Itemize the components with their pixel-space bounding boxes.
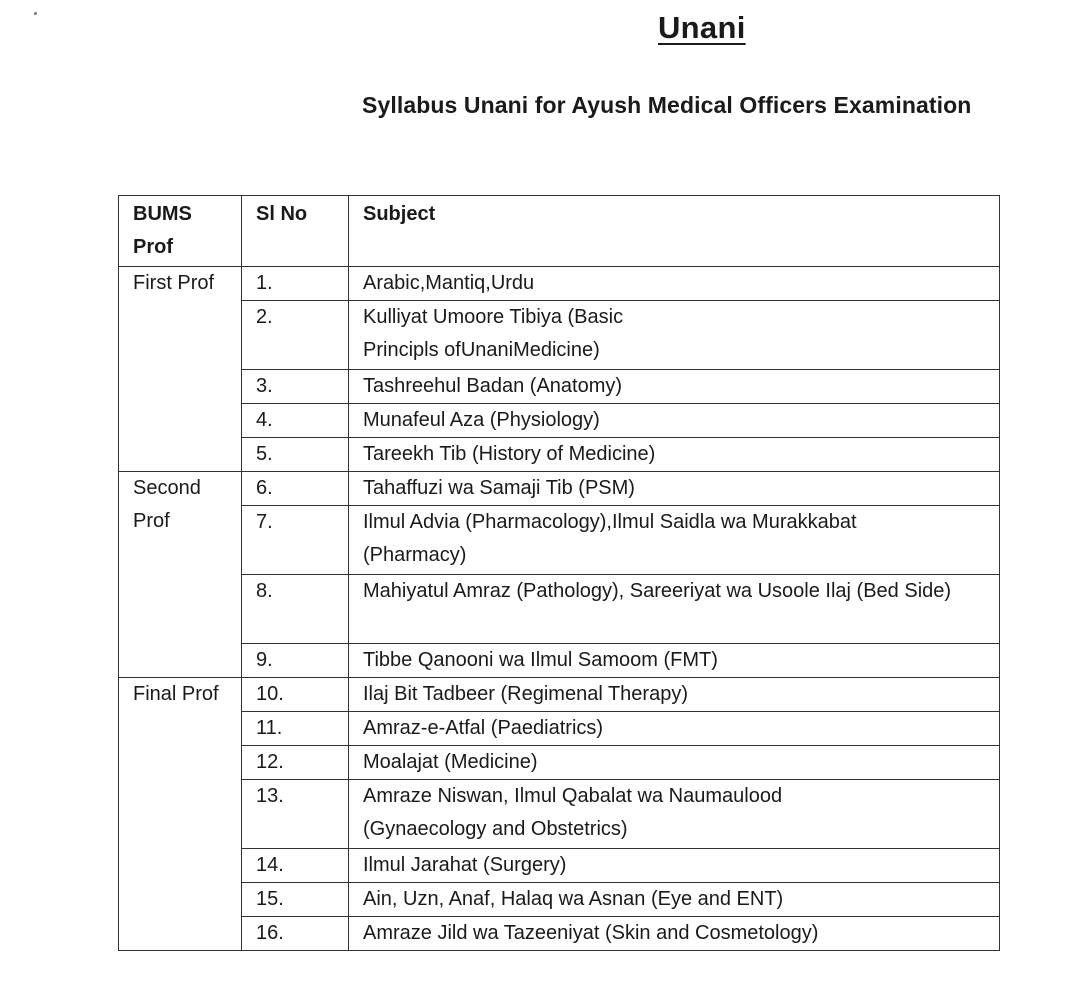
table-row bbox=[119, 746, 1000, 780]
subject-cell: Ain, Uzn, Anaf, Halaq wa Asnan (Eye and ENT) bbox=[349, 883, 1000, 917]
sl-number: 12. bbox=[242, 746, 349, 780]
syllabus-table bbox=[118, 195, 1000, 951]
sl-number: 8. bbox=[242, 575, 349, 644]
subject-cell: Ilmul Advia (Pharmacology),Ilmul Saidla wa Murakkabat (Pharmacy) bbox=[349, 506, 1000, 575]
sl-number: 1. bbox=[242, 267, 349, 301]
sl-number: 4. bbox=[242, 404, 349, 438]
table-row bbox=[119, 780, 1000, 849]
table-row bbox=[119, 301, 1000, 370]
header-sl-no: Sl No bbox=[242, 196, 349, 267]
table-row bbox=[119, 849, 1000, 883]
table-row bbox=[119, 712, 1000, 746]
table-row bbox=[119, 575, 1000, 644]
subject-cell: Mahiyatul Amraz (Pathology), Sareeriyat wa Usoole Ilaj (Bed Side) bbox=[349, 575, 1000, 644]
sl-number: 6. bbox=[242, 472, 349, 506]
sl-number: 13. bbox=[242, 780, 349, 849]
sl-number: 14. bbox=[242, 849, 349, 883]
table-row bbox=[119, 678, 1000, 712]
subject-cell: Ilmul Jarahat (Surgery) bbox=[349, 849, 1000, 883]
document-title: Unani bbox=[658, 10, 746, 45]
subject-cell: Tibbe Qanooni wa Ilmul Samoom (FMT) bbox=[349, 644, 1000, 678]
sl-number: 3. bbox=[242, 370, 349, 404]
prof-group-first: First Prof bbox=[119, 267, 242, 472]
sl-number: 9. bbox=[242, 644, 349, 678]
document-subtitle: Syllabus Unani for Ayush Medical Officers Examination bbox=[362, 92, 972, 118]
table-row bbox=[119, 438, 1000, 472]
table-row bbox=[119, 472, 1000, 506]
sl-number: 10. bbox=[242, 678, 349, 712]
prof-group-second: Second Prof bbox=[119, 472, 242, 678]
scan-speck bbox=[34, 12, 37, 15]
header-subject: Subject bbox=[349, 196, 1000, 267]
prof-group-final: Final Prof bbox=[119, 678, 242, 951]
subject-cell: Amraze Jild wa Tazeeniyat (Skin and Cosmetology) bbox=[349, 917, 1000, 951]
subject-cell: Munafeul Aza (Physiology) bbox=[349, 404, 1000, 438]
table-row bbox=[119, 644, 1000, 678]
subject-cell: Kulliyat Umoore Tibiya (Basic Principls ofUnaniMedicine) bbox=[349, 301, 1000, 370]
subject-cell: Moalajat (Medicine) bbox=[349, 746, 1000, 780]
sl-number: 2. bbox=[242, 301, 349, 370]
sl-number: 16. bbox=[242, 917, 349, 951]
table-row bbox=[119, 267, 1000, 301]
table-row bbox=[119, 917, 1000, 951]
subject-cell: Arabic,Mantiq,Urdu bbox=[349, 267, 1000, 301]
subject-cell: Amraz-e-Atfal (Paediatrics) bbox=[349, 712, 1000, 746]
sl-number: 15. bbox=[242, 883, 349, 917]
table-row bbox=[119, 404, 1000, 438]
subject-cell: Tareekh Tib (History of Medicine) bbox=[349, 438, 1000, 472]
table-row bbox=[119, 506, 1000, 575]
subject-cell: Amraze Niswan, Ilmul Qabalat wa Naumaulood (Gynaecology and Obstetrics) bbox=[349, 780, 1000, 849]
header-bums-prof: BUMS Prof bbox=[119, 196, 242, 267]
table-header-row bbox=[119, 196, 1000, 267]
subject-cell: Tashreehul Badan (Anatomy) bbox=[349, 370, 1000, 404]
subject-cell: Tahaffuzi wa Samaji Tib (PSM) bbox=[349, 472, 1000, 506]
table-row bbox=[119, 370, 1000, 404]
sl-number: 11. bbox=[242, 712, 349, 746]
subject-cell: Ilaj Bit Tadbeer (Regimenal Therapy) bbox=[349, 678, 1000, 712]
table-row bbox=[119, 883, 1000, 917]
sl-number: 7. bbox=[242, 506, 349, 575]
sl-number: 5. bbox=[242, 438, 349, 472]
